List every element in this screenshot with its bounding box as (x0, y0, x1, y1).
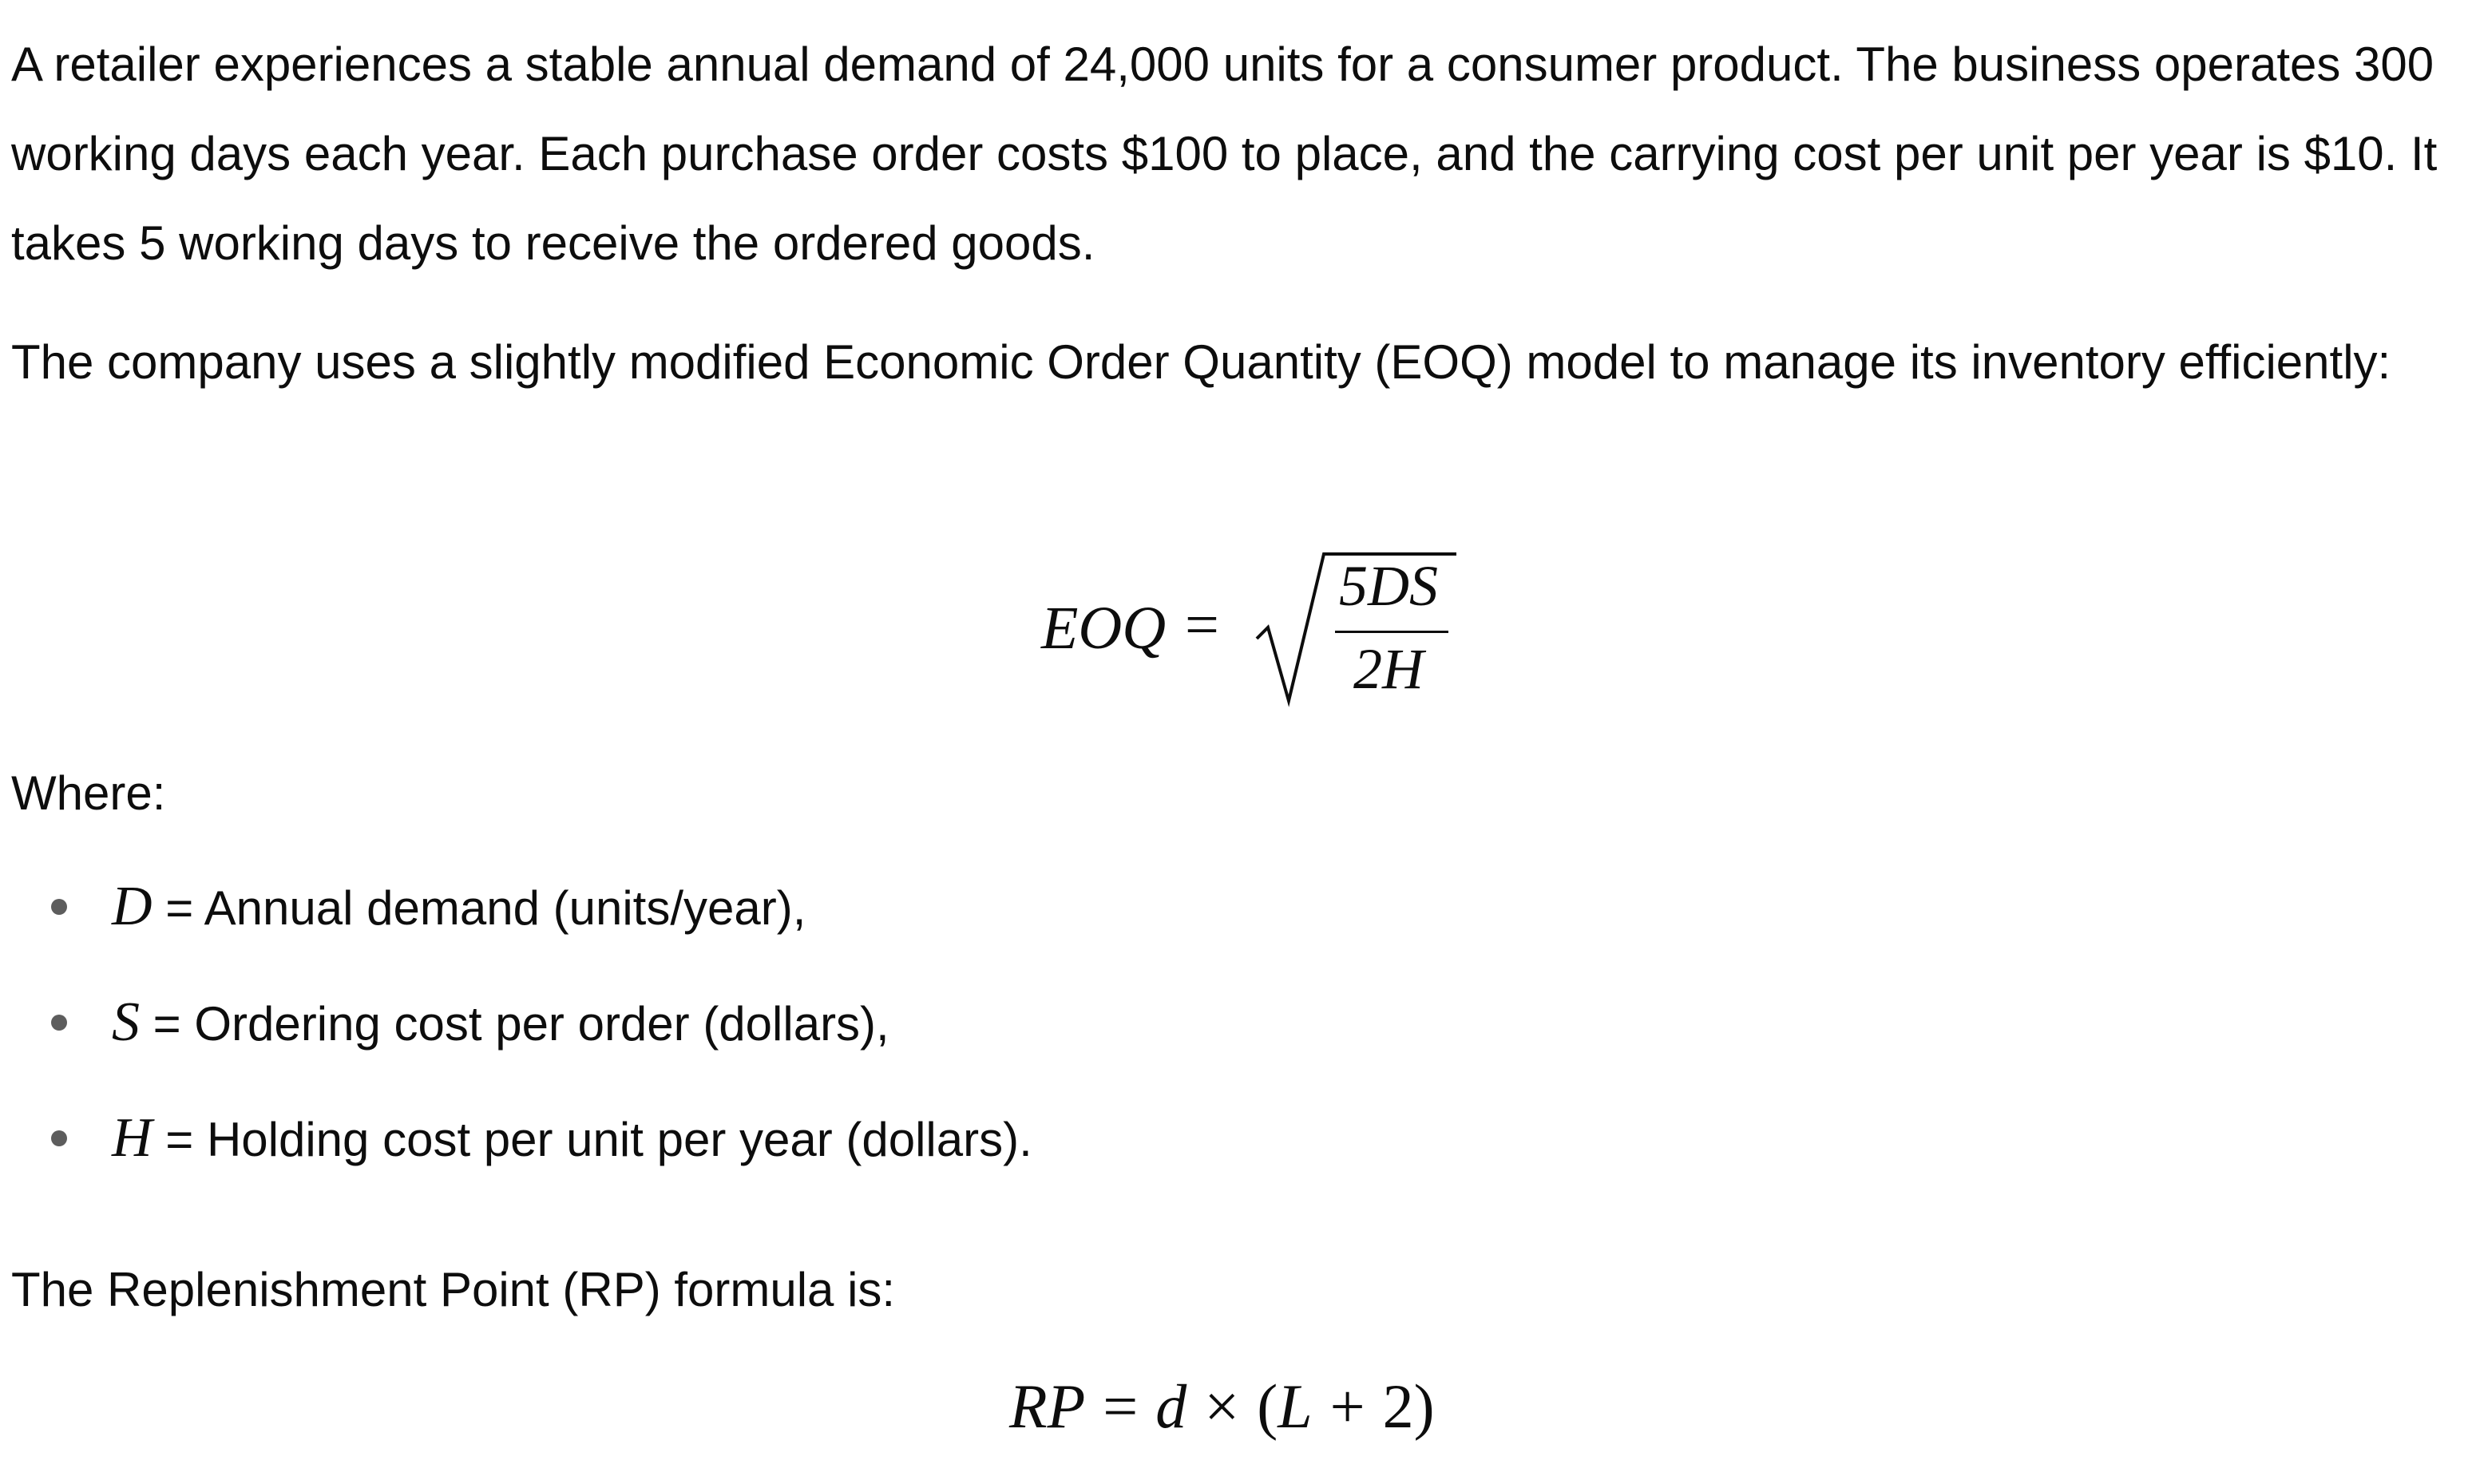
variable-symbol: S (112, 991, 140, 1053)
rp-constant: 2 (1382, 1371, 1414, 1441)
eoq-numerator: 5DS (1339, 554, 1438, 618)
eoq-denominator: 2H (1353, 637, 1424, 701)
model-description-paragraph: The company uses a slightly modified Economic Order Quantity (EOQ) model to manage its inventory efficiently: (11, 335, 2391, 389)
variable-symbol: H (112, 1107, 153, 1169)
variable-symbol: D (112, 876, 153, 937)
rp-lhs: RP (1009, 1371, 1086, 1441)
problem-statement-paragraph: A retailer experiences a stable annual demand of 24,000 units for a consumer product. The business operates 300 working days each year. Each purchase order costs $100 to place, and the carrying cost per unit per year is $10. It takes 5 working days to receive the ordered goods. (11, 38, 2438, 270)
bullet-icon (51, 899, 67, 915)
where-label: Where: (11, 766, 166, 820)
rp-close-paren: ) (1413, 1371, 1435, 1441)
list-item (11, 978, 2462, 1094)
bullet-icon (51, 1015, 67, 1031)
rp-equals-sign: = (1103, 1371, 1139, 1441)
variable-definitions-list (11, 862, 2462, 1209)
eoq-formula (1041, 536, 1488, 712)
list-item (11, 862, 2462, 978)
eoq-equals-sign: = (1185, 592, 1219, 659)
eoq-lhs: EOQ (1041, 595, 1167, 662)
variable-definition: = Annual demand (units/year), (152, 881, 806, 935)
rp-plus-sign: + (1329, 1371, 1365, 1441)
rp-daily-demand: d (1155, 1371, 1187, 1441)
rp-formula (1009, 1367, 1435, 1446)
bullet-icon (51, 1130, 67, 1146)
replenishment-point-intro: The Replenishment Point (RP) formula is: (11, 1263, 896, 1316)
variable-definition: = Holding cost per unit per year (dollars). (152, 1113, 1032, 1166)
variable-definition: = Ordering cost per order (dollars), (140, 997, 889, 1051)
eoq-fraction-bar (1335, 631, 1448, 633)
rp-times-sign: × (1204, 1371, 1240, 1441)
rp-lead-time: L (1278, 1371, 1313, 1441)
list-item (11, 1094, 2462, 1209)
rp-open-paren: ( (1257, 1371, 1278, 1441)
